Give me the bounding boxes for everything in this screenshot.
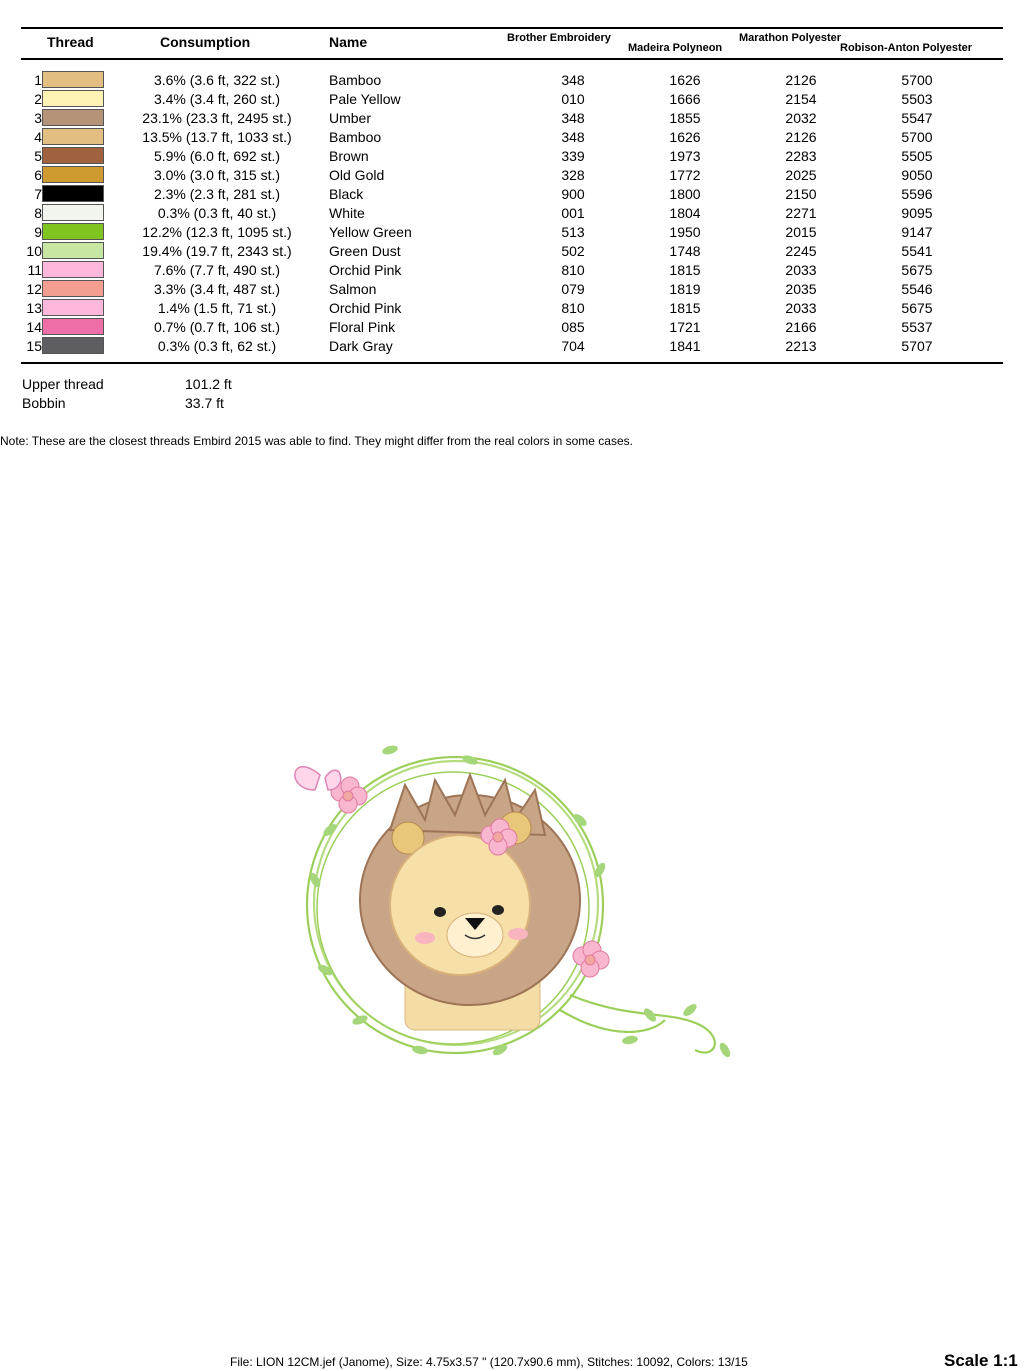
cell-brother: 079 — [561, 281, 585, 297]
cell-name: Pale Yellow — [329, 91, 401, 107]
cell-consumption: 3.4% (3.4 ft, 260 st.) — [153, 91, 281, 107]
cell-name: Umber — [329, 110, 372, 126]
cell-consumption: 3.0% (3.0 ft, 315 st.) — [153, 167, 281, 183]
cell-consumption: 3.6% (3.6 ft, 322 st.) — [153, 72, 281, 88]
cell-madeira: 1815 — [669, 300, 701, 316]
header-bottom-rule — [21, 58, 1003, 60]
cell-robison: 5547 — [901, 110, 933, 126]
table-row — [0, 146, 1024, 165]
cell-madeira: 1721 — [669, 319, 701, 335]
table-top-rule — [21, 27, 1003, 29]
cell-madeira: 1855 — [669, 110, 701, 126]
cell-num: 12 — [26, 281, 42, 297]
cell-madeira: 1819 — [669, 281, 701, 297]
cell-name: Black — [329, 186, 364, 202]
thread-color-swatch — [42, 109, 104, 126]
cell-robison: 5503 — [901, 91, 933, 107]
cell-brother: 001 — [561, 205, 585, 221]
cell-madeira: 1841 — [669, 338, 701, 354]
cell-brother: 010 — [561, 91, 585, 107]
cell-marathon: 2213 — [785, 338, 817, 354]
cell-num: 3 — [34, 110, 42, 126]
cell-name: Brown — [329, 148, 369, 164]
cell-robison: 5675 — [901, 300, 933, 316]
cell-marathon: 2283 — [785, 148, 817, 164]
header-robison: Robison-Anton Polyester — [840, 42, 973, 54]
cell-name: Old Gold — [329, 167, 385, 183]
cell-marathon: 2126 — [785, 72, 817, 88]
header-brother: Brother Embroidery — [507, 32, 611, 44]
cell-consumption: 2.3% (2.3 ft, 281 st.) — [153, 186, 281, 202]
cell-madeira: 1973 — [669, 148, 701, 164]
cell-marathon: 2033 — [785, 262, 817, 278]
cell-brother: 328 — [561, 167, 585, 183]
cell-madeira: 1772 — [669, 167, 701, 183]
cell-consumption: 0.3% (0.3 ft, 62 st.) — [157, 338, 277, 354]
table-row — [0, 298, 1024, 317]
table-row — [0, 203, 1024, 222]
upper-thread-label: Upper thread — [22, 376, 104, 392]
cell-madeira: 1815 — [669, 262, 701, 278]
header-thread: Thread — [47, 34, 94, 50]
cell-name: Orchid Pink — [329, 262, 402, 278]
cell-robison: 5546 — [901, 281, 933, 297]
cell-name: Bamboo — [329, 72, 382, 88]
cell-consumption: 0.7% (0.7 ft, 106 st.) — [153, 319, 281, 335]
cell-madeira: 1800 — [669, 186, 701, 202]
table-row — [0, 260, 1024, 279]
cell-robison: 9050 — [901, 167, 933, 183]
cell-brother: 900 — [561, 186, 585, 202]
cell-marathon: 2032 — [785, 110, 817, 126]
cell-madeira: 1748 — [669, 243, 701, 259]
cell-brother: 339 — [561, 148, 585, 164]
cell-num: 4 — [34, 129, 42, 145]
thread-color-swatch — [42, 166, 104, 183]
cell-marathon: 2126 — [785, 129, 817, 145]
cell-marathon: 2245 — [785, 243, 817, 259]
table-row — [0, 336, 1024, 355]
cell-num: 11 — [27, 262, 42, 278]
cell-consumption: 19.4% (19.7 ft, 2343 st.) — [142, 243, 292, 259]
cell-brother: 810 — [561, 262, 585, 278]
cell-name: Floral Pink — [329, 319, 396, 335]
cell-num: 9 — [34, 224, 42, 240]
table-row — [0, 127, 1024, 146]
cell-num: 5 — [34, 148, 42, 164]
lion-eye-left — [434, 907, 446, 917]
cell-marathon: 2166 — [785, 319, 817, 335]
thread-color-swatch — [42, 204, 104, 221]
table-row — [0, 279, 1024, 298]
cell-brother: 704 — [561, 338, 585, 354]
table-row — [0, 241, 1024, 260]
cell-consumption: 3.3% (3.4 ft, 487 st.) — [153, 281, 281, 297]
scale-label: Scale 1:1 — [944, 1351, 1018, 1370]
cell-num: 6 — [34, 167, 42, 183]
cell-consumption: 12.2% (12.3 ft, 1095 st.) — [142, 224, 292, 240]
cell-name: Yellow Green — [329, 224, 412, 240]
cell-num: 7 — [34, 186, 42, 202]
thread-color-swatch — [42, 280, 104, 297]
header-name: Name — [329, 34, 368, 50]
thread-color-swatch — [42, 337, 104, 354]
cell-consumption: 13.5% (13.7 ft, 1033 st.) — [142, 129, 292, 145]
cell-brother: 085 — [561, 319, 585, 335]
cell-robison: 5675 — [901, 262, 933, 278]
table-bottom-rule — [21, 362, 1003, 364]
lion-eye-right — [492, 905, 504, 915]
embroidery-design-lion — [270, 720, 750, 1080]
table-row — [0, 317, 1024, 336]
cell-marathon: 2015 — [785, 224, 817, 240]
file-info-footer: File: LION 12CM.jef (Janome), Size: 4.75x3.57 " (120.7x90.6 mm), Stitches: 10092, Colors: 13/15 — [230, 1355, 748, 1369]
cell-madeira: 1626 — [669, 72, 701, 88]
thread-color-swatch — [42, 318, 104, 335]
thread-color-swatch — [42, 242, 104, 259]
cell-brother: 348 — [561, 110, 585, 126]
cell-robison: 9095 — [901, 205, 933, 221]
cell-name: Orchid Pink — [329, 300, 402, 316]
table-row — [0, 184, 1024, 203]
cell-marathon: 2271 — [785, 205, 817, 221]
header-marathon: Marathon Polyester — [739, 32, 842, 44]
table-row — [0, 222, 1024, 241]
cell-num: 10 — [26, 243, 42, 259]
header-consumption: Consumption — [160, 34, 251, 50]
table-row — [0, 108, 1024, 127]
cell-num: 1 — [34, 72, 42, 88]
cell-robison: 5700 — [901, 72, 933, 88]
cell-consumption: 5.9% (6.0 ft, 692 st.) — [153, 148, 281, 164]
cell-brother: 810 — [561, 300, 585, 316]
cell-name: Dark Gray — [329, 338, 393, 354]
bobbin-value: 33.7 ft — [185, 395, 224, 411]
thread-color-swatch — [42, 128, 104, 145]
cell-robison: 5505 — [901, 148, 933, 164]
cell-num: 2 — [34, 91, 42, 107]
cell-marathon: 2035 — [785, 281, 817, 297]
table-row — [0, 89, 1024, 108]
thread-color-swatch — [42, 185, 104, 202]
header-madeira: Madeira Polyneon — [628, 42, 723, 54]
cell-num: 14 — [26, 319, 42, 335]
lion-cheek-left — [415, 932, 435, 944]
thread-color-swatch — [42, 90, 104, 107]
thread-color-swatch — [42, 261, 104, 278]
cell-madeira: 1666 — [669, 91, 701, 107]
cell-num: 15 — [26, 338, 42, 354]
cell-robison: 5541 — [901, 243, 933, 259]
cell-consumption: 23.1% (23.3 ft, 2495 st.) — [142, 110, 292, 126]
cell-robison: 5596 — [901, 186, 933, 202]
cell-madeira: 1950 — [669, 224, 701, 240]
cell-num: 8 — [34, 205, 42, 221]
table-row — [0, 165, 1024, 184]
cell-name: Green Dust — [329, 243, 401, 259]
cell-name: Bamboo — [329, 129, 382, 145]
cell-robison: 5707 — [901, 338, 933, 354]
lion-cheek-right — [508, 928, 528, 940]
cell-consumption: 1.4% (1.5 ft, 71 st.) — [157, 300, 277, 316]
butterfly — [295, 767, 341, 790]
thread-color-swatch — [42, 299, 104, 316]
cell-name: White — [329, 205, 365, 221]
cell-madeira: 1626 — [669, 129, 701, 145]
upper-thread-value: 101.2 ft — [185, 376, 232, 392]
thread-color-swatch — [42, 147, 104, 164]
cell-name: Salmon — [329, 281, 377, 297]
cell-brother: 348 — [561, 129, 585, 145]
table-row — [0, 70, 1024, 89]
cell-robison: 9147 — [901, 224, 933, 240]
thread-color-swatch — [42, 223, 104, 240]
cell-marathon: 2150 — [785, 186, 817, 202]
cell-brother: 502 — [561, 243, 585, 259]
cell-consumption: 7.6% (7.7 ft, 490 st.) — [153, 262, 281, 278]
cell-madeira: 1804 — [669, 205, 701, 221]
cell-num: 13 — [26, 300, 42, 316]
cell-brother: 348 — [561, 72, 585, 88]
bobbin-label: Bobbin — [22, 395, 66, 411]
flower-right — [573, 941, 609, 977]
cell-brother: 513 — [561, 224, 585, 240]
thread-color-swatch — [42, 71, 104, 88]
cell-marathon: 2033 — [785, 300, 817, 316]
cell-robison: 5700 — [901, 129, 933, 145]
cell-robison: 5537 — [901, 319, 933, 335]
thread-note: Note: These are the closest threads Embird 2015 was able to find. They might differ from the real colors in some cases. — [0, 434, 633, 448]
cell-marathon: 2154 — [785, 91, 817, 107]
cell-consumption: 0.3% (0.3 ft, 40 st.) — [157, 205, 277, 221]
cell-marathon: 2025 — [785, 167, 817, 183]
